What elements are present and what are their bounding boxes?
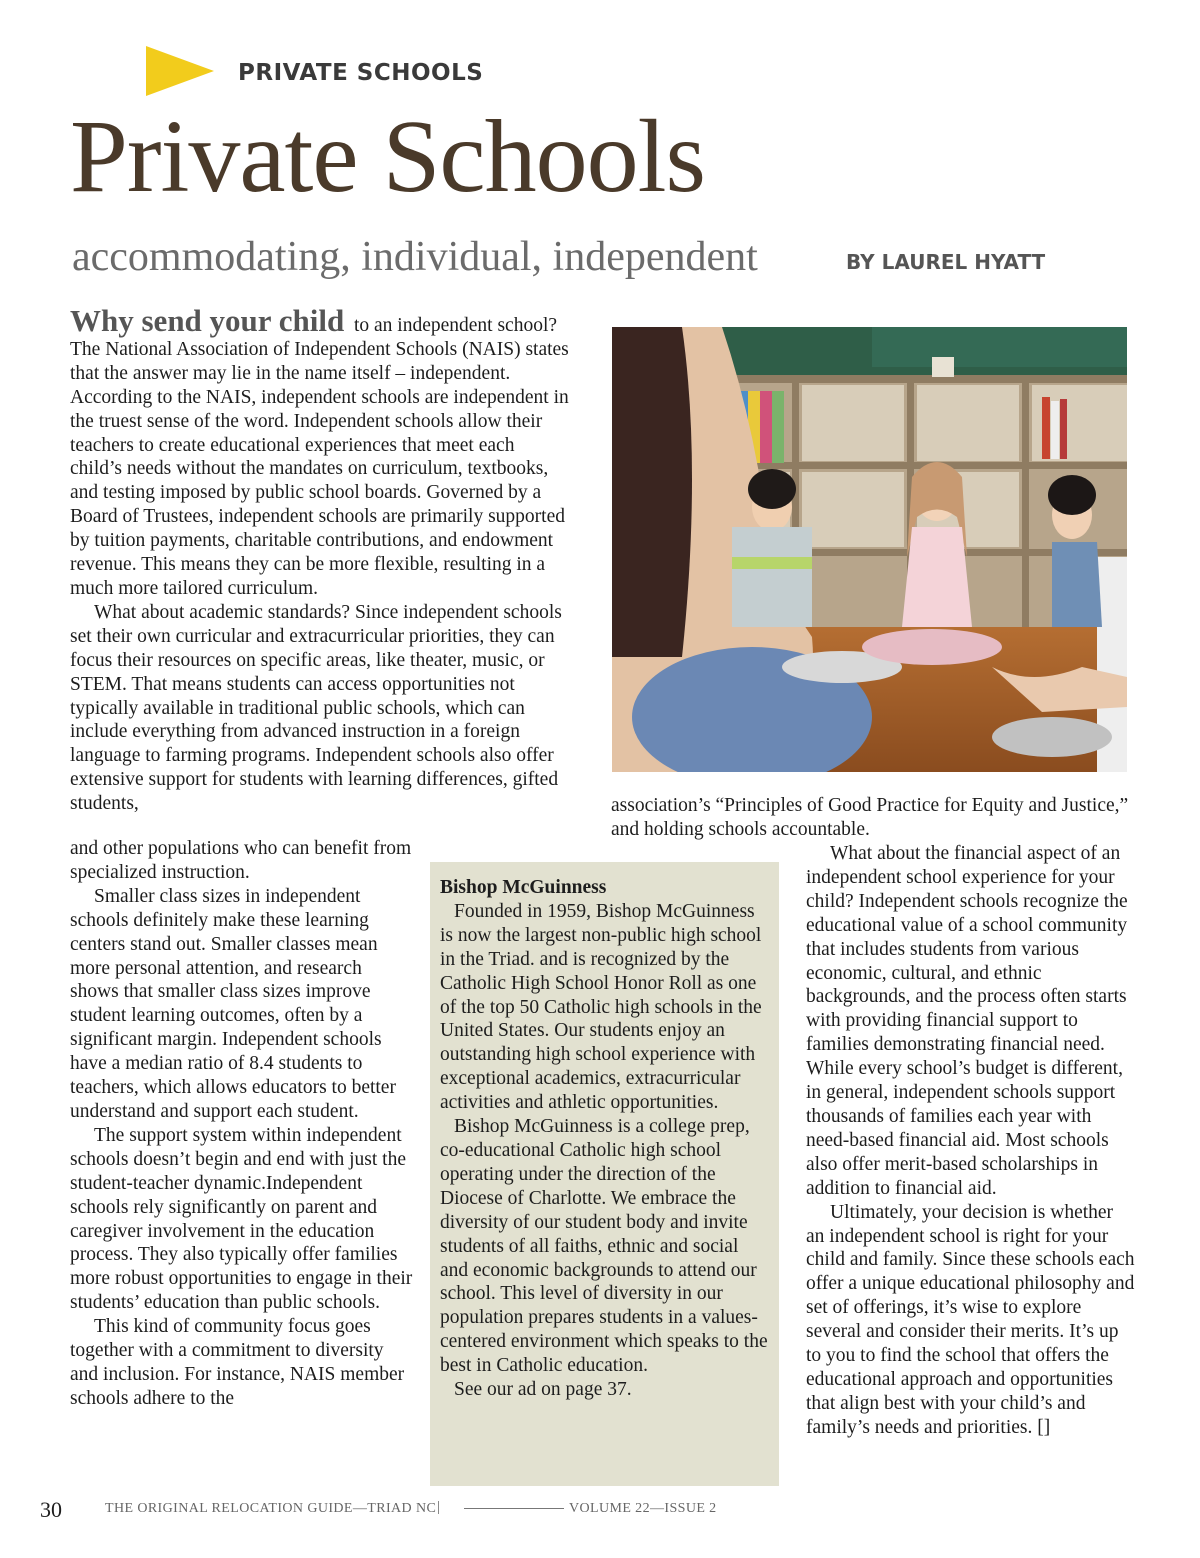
article-paragraph: Smaller class sizes in independent schools definitely make these learning centers stand out. Smaller classes mean more personal attention, and research shows that smaller class sizes improve student learning outcomes, often by a significant margin. Independent schools have a median ratio of 8.4 students to teachers, which allows educators to better understand and support each student. [70,885,396,1122]
volume-issue: VOLUME 22—ISSUE 2 [569,1501,717,1516]
footer-rule [464,1508,564,1509]
sidebar-paragraph: Founded in 1959, Bishop McGuinness is now the largest non-public high school in the Triad. and is recognized by the Catholic High School Honor Roll as one of the top 50 Catholic high schools in the United States. Our students enjoy an outstanding high school experience with exceptional academics, extracurricular activities and athletic opportunities. [440,900,762,1114]
lead-in: Why send your child [70,303,345,338]
article-column-1-top [70,303,570,816]
article-paragraph: association’s “Principles of Good Practice for Equity and Justice,” and holding schools accountable. [611,795,1129,840]
article-paragraph: and other populations who can benefit from specialized instruction. [70,838,412,883]
paragraph-text: to an independent school? The National Association of Independent Schools (NAIS) states that the answer may lie in the name itself – independent. According to the NAIS, independent schools are independent in the truest sense of the word. Independent schools allow their teachers to create educational experiences that meet each child’s needs without the mandates on curriculum, textbooks, and testing imposed by public school boards. Governed by a Board of Trustees, independent schools are primarily supported by tuition payments, charitable contributions, and endowment revenue. This means they can be more flexible, resulting in a much more tailored curriculum. [70,315,569,599]
article-column-3-top [611,794,1131,842]
sidebar-title: Bishop McGuinness [440,877,607,898]
byline: BY LAUREL HYATT [846,250,1046,274]
article-column-3-bottom [806,842,1136,1440]
page-title: Private Schools [70,99,705,214]
sidebar-paragraph: Bishop McGuinness is a college prep, co-educational Catholic high school operating under the direction of the Diocese of Charlotte. We embrace the diversity of our student body and invite students of all faiths, ethnic and social and economic backgrounds to attend our school. This level of diversity in our population prepares students in a values-centered environment which speaks to the best in Catholic education. [440,1116,768,1377]
page-subtitle: accommodating, individual, independent [72,234,758,280]
sidebar-paragraph: See our ad on page 37. [454,1379,632,1401]
classroom-photo [612,327,1127,772]
article-paragraph: What about academic standards? Since independent schools set their own curricular and extracurricular priorities, they can focus their resources on specific areas, like theater, music, or STEM. That means students can access opportunities not typically available in traditional public schools, which can include everything from advanced instruction in a foreign language to farming programs. Independent schools also offer extensive support for students with learning differences, gifted students, [70,601,562,815]
publication-name: THE ORIGINAL RELOCATION GUIDE—TRIAD NC [105,1501,437,1516]
section-flag-icon [146,46,214,96]
article-paragraph: What about the financial aspect of an independent school experience for your child? Independent schools recognize the educational value of a school community that includes students from various economic, cultural, and ethnic backgrounds, and the process often starts with providing financial support to families demonstrating financial need. While every school’s budget is different, in general, independent schools support thousands of families each year with need-based financial aid. Most schools also offer merit-based scholarships in addition to financial aid. [806,843,1128,1199]
article-paragraph: The support system within independent schools doesn’t begin and end with just the student-teacher dynamic.Independent schools rely significantly on parent and caregiver involvement in the education process. They also typically offer families more robust opportunities to engage in their students’ education than public schools. [70,1124,413,1314]
footer-separator: | [437,1499,441,1515]
article-paragraph: Ultimately, your decision is whether an independent school is right for your child and family. Since these schools each offer a unique educational philosophy and set of offerings, it’s wise to explore several and consider their merits. It’s up to you to find the school that offers the educational approach and opportunities that align best with your child’s and family’s needs and priorities. [] [806,1201,1135,1438]
article-column-1-bottom [70,837,415,1411]
sidebar-box [430,862,779,1486]
page-number: 30 [40,1497,62,1522]
article-paragraph [70,303,570,601]
section-label: PRIVATE SCHOOLS [238,60,484,86]
article-paragraph: This kind of community focus goes together with a commitment to diversity and inclusion. For instance, NAIS member schools adhere to the [70,1316,405,1409]
